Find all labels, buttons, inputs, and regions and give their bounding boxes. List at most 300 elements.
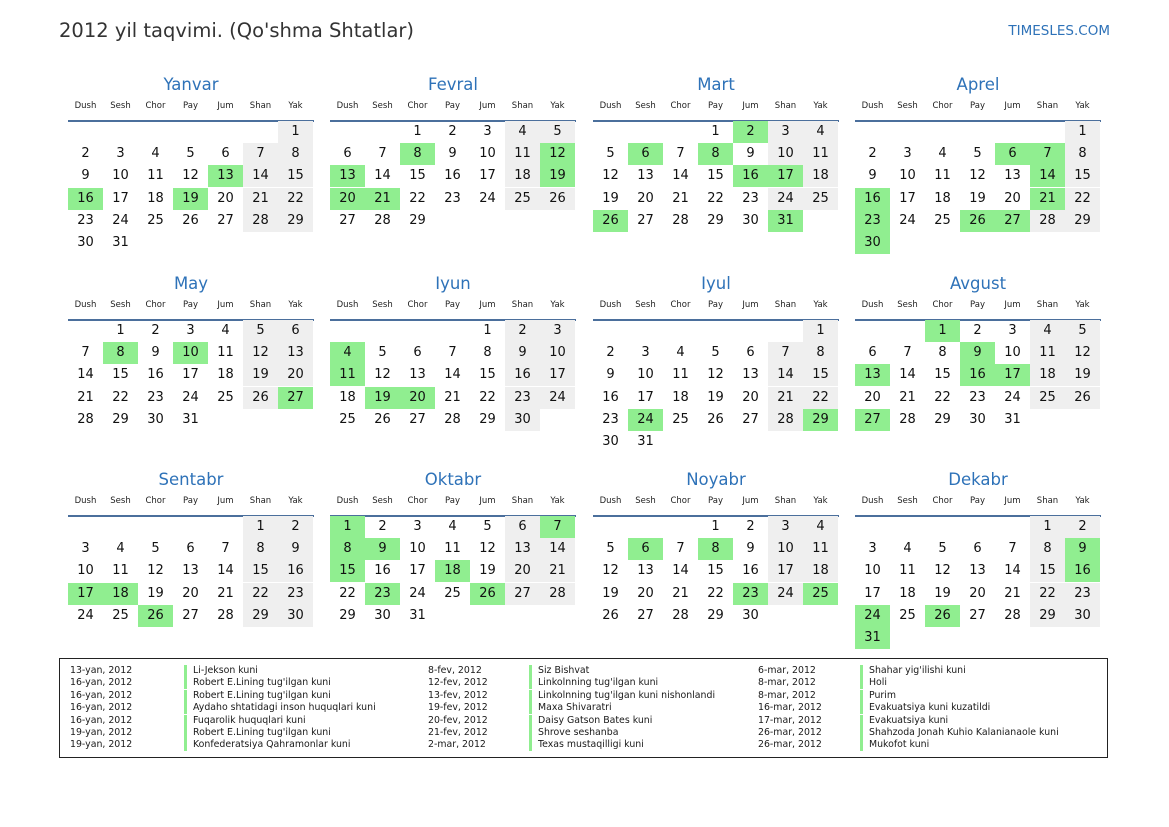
holiday-name: Maxa Shivaratri bbox=[538, 702, 612, 714]
calendar-day: 4 bbox=[151, 146, 160, 162]
calendar-day: 24 bbox=[409, 585, 426, 601]
calendar-day: 28 bbox=[672, 607, 689, 623]
holiday-day: 10 bbox=[173, 342, 208, 364]
calendar-day: 29 bbox=[934, 411, 951, 427]
calendar-day: 26 bbox=[602, 607, 619, 623]
holiday-marker bbox=[184, 715, 187, 727]
calendar-day: 20 bbox=[742, 389, 759, 405]
holiday-day: 17 bbox=[995, 364, 1030, 386]
calendar-day: 11 bbox=[934, 168, 951, 184]
calendar-day: 8 bbox=[1065, 143, 1100, 165]
calendar-day: 29 bbox=[707, 607, 724, 623]
calendar-day: 4 bbox=[676, 345, 685, 361]
calendar-day: 21 bbox=[768, 387, 803, 409]
calendar-day: 15 bbox=[278, 165, 313, 187]
weekday-label: Shan bbox=[1036, 496, 1059, 506]
calendar-day: 11 bbox=[147, 168, 164, 184]
holiday-day: 17 bbox=[768, 165, 803, 187]
holiday-date: 2-mar, 2012 bbox=[428, 739, 486, 751]
weekday-label: Chor bbox=[670, 496, 691, 506]
holiday-marker bbox=[184, 665, 187, 677]
calendar-day: 18 bbox=[899, 585, 916, 601]
month-name: Dekabr bbox=[948, 470, 1008, 489]
calendar-day: 29 bbox=[1030, 605, 1065, 627]
calendar-day: 26 bbox=[374, 411, 391, 427]
calendar-day: 14 bbox=[899, 367, 916, 383]
calendar-day: 17 bbox=[112, 190, 129, 206]
calendar-day: 1 bbox=[711, 519, 720, 534]
calendar-day: 10 bbox=[112, 168, 129, 184]
calendar-day: 9 bbox=[606, 367, 615, 383]
calendar-day: 11 bbox=[217, 345, 234, 361]
calendar-day: 28 bbox=[1004, 607, 1021, 623]
holiday-day: 19 bbox=[540, 165, 575, 187]
weekday-label: Jum bbox=[217, 101, 234, 111]
calendar-day: 22 bbox=[707, 190, 724, 206]
calendar-day: 8 bbox=[278, 143, 313, 165]
holiday-day: 19 bbox=[173, 188, 208, 210]
calendar-day: 24 bbox=[768, 188, 803, 210]
calendar-day: 16 bbox=[505, 364, 540, 386]
holiday-day: 16 bbox=[855, 188, 890, 210]
holiday-date: 12-fev, 2012 bbox=[428, 677, 488, 689]
calendar-day: 11 bbox=[444, 541, 461, 557]
holiday-day: 4 bbox=[330, 342, 365, 364]
calendar-day: 23 bbox=[602, 411, 619, 427]
calendar-day: 31 bbox=[637, 434, 654, 449]
calendar-day: 22 bbox=[1065, 188, 1100, 210]
holiday-marker bbox=[860, 677, 863, 689]
calendar-day: 23 bbox=[77, 212, 94, 228]
calendar-day: 7 bbox=[81, 345, 90, 361]
calendar-day: 10 bbox=[637, 367, 654, 383]
calendar-day: 18 bbox=[803, 560, 838, 582]
holiday-day: 7 bbox=[1030, 143, 1065, 165]
calendar-day: 22 bbox=[707, 585, 724, 601]
calendar-day: 24 bbox=[768, 583, 803, 605]
holiday-date: 19-yan, 2012 bbox=[70, 739, 133, 751]
month-name: Oktabr bbox=[424, 470, 482, 489]
holiday-name: Siz Bishvat bbox=[538, 665, 590, 676]
calendar-day: 11 bbox=[899, 563, 916, 579]
calendar-day: 5 bbox=[243, 320, 278, 342]
calendar-day: 24 bbox=[112, 212, 129, 228]
holiday-day: 16 bbox=[68, 188, 103, 210]
holiday-day: 21 bbox=[365, 188, 400, 210]
calendar-day: 14 bbox=[540, 538, 575, 560]
holiday-day: 27 bbox=[995, 210, 1030, 232]
calendar-day: 22 bbox=[479, 389, 496, 405]
calendar-day: 29 bbox=[339, 607, 356, 623]
calendar-day: 7 bbox=[448, 345, 457, 361]
calendar-day: 10 bbox=[768, 538, 803, 560]
holiday-day: 26 bbox=[593, 210, 628, 232]
calendar-day: 15 bbox=[1030, 560, 1065, 582]
holiday-marker bbox=[184, 702, 187, 714]
calendar-day: 20 bbox=[969, 585, 986, 601]
weekday-label: Yak bbox=[813, 300, 828, 310]
calendar-day: 30 bbox=[1065, 605, 1100, 627]
weekday-label: Chor bbox=[407, 101, 428, 111]
calendar-day: 12 bbox=[374, 367, 391, 383]
calendar-day: 28 bbox=[217, 607, 234, 623]
holiday-day: 17 bbox=[68, 583, 103, 605]
holiday-name: Aydaho shtatidagi inson huquqlari kuni bbox=[193, 702, 376, 714]
calendar-day: 25 bbox=[672, 411, 689, 427]
weekday-label: Yak bbox=[550, 300, 565, 310]
holiday-day: 8 bbox=[698, 143, 733, 165]
calendar-day: 14 bbox=[1004, 563, 1021, 579]
calendar-day: 20 bbox=[505, 560, 540, 582]
weekday-label: Chor bbox=[145, 496, 166, 506]
holiday-date: 17-mar, 2012 bbox=[758, 714, 822, 726]
calendar-day: 10 bbox=[540, 342, 575, 364]
holiday-day: 8 bbox=[103, 342, 138, 364]
calendar-day: 10 bbox=[768, 143, 803, 165]
calendar-day: 2 bbox=[606, 345, 615, 361]
calendar-day: 28 bbox=[540, 583, 575, 605]
calendar-day: 17 bbox=[864, 585, 881, 601]
calendar-day: 22 bbox=[803, 387, 838, 409]
weekday-label: Pay bbox=[445, 496, 460, 506]
weekday-label: Dush bbox=[861, 496, 884, 506]
calendar-day: 27 bbox=[409, 411, 426, 427]
calendar-day: 18 bbox=[1030, 364, 1065, 386]
holiday-day: 6 bbox=[628, 538, 663, 560]
weekday-label: Chor bbox=[407, 300, 428, 310]
holiday-marker bbox=[860, 715, 863, 727]
calendar-day: 29 bbox=[479, 411, 496, 427]
calendar-day: 28 bbox=[672, 212, 689, 228]
weekday-label: Dush bbox=[599, 496, 622, 506]
weekday-label: Yak bbox=[813, 496, 828, 506]
calendar-day: 2 bbox=[1065, 516, 1100, 538]
weekday-label: Sesh bbox=[897, 101, 918, 111]
calendar-day: 12 bbox=[182, 168, 199, 184]
holiday-day: 13 bbox=[855, 364, 890, 386]
calendar-day: 8 bbox=[483, 345, 492, 361]
holiday-marker bbox=[529, 690, 532, 702]
holiday-day: 26 bbox=[138, 605, 173, 627]
calendar-day: 7 bbox=[243, 143, 278, 165]
calendar-day: 6 bbox=[221, 146, 230, 162]
calendar-day: 20 bbox=[182, 585, 199, 601]
calendar-day: 11 bbox=[672, 367, 689, 383]
calendar-day: 10 bbox=[409, 541, 426, 557]
calendar-day: 5 bbox=[483, 519, 492, 534]
calendar-day: 30 bbox=[742, 607, 759, 623]
calendar-day: 17 bbox=[182, 367, 199, 383]
calendar-day: 25 bbox=[112, 607, 129, 623]
calendar-day: 20 bbox=[864, 389, 881, 405]
calendar-day: 25 bbox=[505, 188, 540, 210]
calendar-day: 11 bbox=[803, 143, 838, 165]
weekday-label: Shan bbox=[1036, 300, 1059, 310]
calendar-day: 11 bbox=[112, 563, 129, 579]
calendar-day: 5 bbox=[378, 345, 387, 361]
weekday-label: Chor bbox=[670, 300, 691, 310]
calendar-day: 23 bbox=[742, 190, 759, 206]
weekday-label: Yak bbox=[813, 101, 828, 111]
weekday-label: Pay bbox=[445, 300, 460, 310]
calendar-day: 2 bbox=[746, 519, 755, 534]
calendar-day: 3 bbox=[483, 124, 492, 139]
weekday-label: Sesh bbox=[635, 300, 656, 310]
weekday-label: Chor bbox=[407, 496, 428, 506]
weekday-label: Shan bbox=[249, 496, 272, 506]
weekday-label: Jum bbox=[742, 300, 759, 310]
holiday-day: 18 bbox=[435, 560, 470, 582]
calendar-day: 3 bbox=[81, 541, 90, 557]
calendar-day: 22 bbox=[112, 389, 129, 405]
holiday-day: 13 bbox=[330, 165, 365, 187]
calendar-day: 21 bbox=[444, 389, 461, 405]
calendar-day: 19 bbox=[602, 190, 619, 206]
calendar-day: 18 bbox=[339, 389, 356, 405]
holiday-day: 6 bbox=[628, 143, 663, 165]
weekday-label: Chor bbox=[670, 101, 691, 111]
calendar-day: 15 bbox=[707, 563, 724, 579]
calendar-day: 13 bbox=[409, 367, 426, 383]
weekday-label: Sesh bbox=[372, 300, 393, 310]
calendar-day: 23 bbox=[969, 389, 986, 405]
weekday-label: Shan bbox=[774, 300, 797, 310]
calendar-day: 4 bbox=[448, 519, 457, 534]
holiday-name: Daisy Gatson Bates kuni bbox=[538, 714, 653, 726]
calendar-day: 12 bbox=[707, 367, 724, 383]
calendar-day: 2 bbox=[448, 124, 457, 139]
calendar-day: 5 bbox=[938, 541, 947, 557]
calendar-day: 7 bbox=[221, 541, 230, 557]
calendar-day: 14 bbox=[768, 364, 803, 386]
weekday-label: Dush bbox=[861, 101, 884, 111]
holiday-day: 27 bbox=[278, 387, 313, 409]
calendar-day: 2 bbox=[81, 146, 90, 162]
calendar-day: 2 bbox=[151, 323, 160, 338]
weekday-label: Chor bbox=[932, 101, 953, 111]
weekday-label: Pay bbox=[183, 101, 198, 111]
holiday-day: 9 bbox=[960, 342, 995, 364]
holiday-day: 19 bbox=[365, 387, 400, 409]
weekday-label: Pay bbox=[183, 496, 198, 506]
holiday-name: Linkolnning tug'ilgan kuni bbox=[538, 677, 659, 689]
calendar-day: 13 bbox=[278, 342, 313, 364]
calendar-day: 21 bbox=[1004, 585, 1021, 601]
holiday-marker bbox=[184, 677, 187, 689]
calendar-day: 15 bbox=[803, 364, 838, 386]
holiday-date: 21-fev, 2012 bbox=[428, 726, 488, 738]
calendar-day: 25 bbox=[934, 212, 951, 228]
calendar-day: 28 bbox=[77, 411, 94, 427]
calendar-day: 27 bbox=[217, 212, 234, 228]
calendar-day: 29 bbox=[409, 212, 426, 228]
calendar-day: 3 bbox=[540, 320, 575, 342]
calendar-day: 4 bbox=[938, 146, 947, 162]
calendar-day: 4 bbox=[116, 541, 125, 557]
calendar-day: 1 bbox=[1030, 516, 1065, 538]
calendar-day: 6 bbox=[343, 146, 352, 162]
calendar-day: 3 bbox=[1008, 323, 1017, 338]
calendar-day: 1 bbox=[803, 320, 838, 342]
calendar-day: 22 bbox=[278, 188, 313, 210]
calendar-day: 13 bbox=[969, 563, 986, 579]
holiday-name: Li-Jekson kuni bbox=[193, 665, 258, 676]
calendar-day: 20 bbox=[637, 190, 654, 206]
calendar-day: 9 bbox=[81, 168, 90, 184]
calendar-day: 22 bbox=[1030, 583, 1065, 605]
calendar-day: 6 bbox=[868, 345, 877, 361]
holiday-date: 13-yan, 2012 bbox=[70, 665, 133, 676]
calendar-day: 25 bbox=[1030, 387, 1065, 409]
calendar-day: 6 bbox=[278, 320, 313, 342]
calendar-day: 20 bbox=[637, 585, 654, 601]
calendar-day: 18 bbox=[217, 367, 234, 383]
calendar-day: 14 bbox=[444, 367, 461, 383]
holiday-day: 11 bbox=[330, 364, 365, 386]
holiday-day: 31 bbox=[768, 210, 803, 232]
holiday-day: 26 bbox=[470, 583, 505, 605]
calendar-day: 2 bbox=[868, 146, 877, 162]
calendar-day: 3 bbox=[868, 541, 877, 557]
holiday-day: 24 bbox=[628, 409, 663, 431]
calendar-day: 13 bbox=[1004, 168, 1021, 184]
calendar-day: 25 bbox=[339, 411, 356, 427]
calendar-day: 15 bbox=[479, 367, 496, 383]
calendar-day: 13 bbox=[742, 367, 759, 383]
calendar-day: 21 bbox=[217, 585, 234, 601]
holiday-day: 12 bbox=[540, 143, 575, 165]
weekday-label: Yak bbox=[288, 101, 303, 111]
weekday-label: Shan bbox=[249, 101, 272, 111]
holiday-marker bbox=[184, 727, 187, 739]
calendar-day: 23 bbox=[444, 190, 461, 206]
weekday-label: Chor bbox=[145, 300, 166, 310]
weekday-label: Shan bbox=[774, 101, 797, 111]
calendar-day: 21 bbox=[540, 560, 575, 582]
holiday-date: 16-yan, 2012 bbox=[70, 714, 133, 726]
weekday-label: Shan bbox=[511, 300, 534, 310]
weekday-label: Dush bbox=[599, 101, 622, 111]
calendar-day: 18 bbox=[934, 190, 951, 206]
holiday-day: 16 bbox=[1065, 560, 1100, 582]
weekday-label: Pay bbox=[445, 101, 460, 111]
calendar-day: 31 bbox=[1004, 411, 1021, 427]
calendar-day: 30 bbox=[374, 607, 391, 623]
holiday-name: Shahzoda Jonah Kuhio Kalanianaole kuni bbox=[869, 726, 1059, 738]
calendar-day: 5 bbox=[151, 541, 160, 557]
calendar-day: 22 bbox=[934, 389, 951, 405]
weekday-label: Yak bbox=[550, 496, 565, 506]
calendar-day: 8 bbox=[938, 345, 947, 361]
calendar-day: 13 bbox=[505, 538, 540, 560]
calendar-day: 17 bbox=[409, 563, 426, 579]
calendar-day: 11 bbox=[505, 143, 540, 165]
calendar-day: 3 bbox=[413, 519, 422, 534]
calendar-day: 15 bbox=[243, 560, 278, 582]
calendar-day: 23 bbox=[505, 387, 540, 409]
calendar-day: 15 bbox=[112, 367, 129, 383]
calendar-day: 3 bbox=[186, 323, 195, 338]
holiday-name: Purim bbox=[869, 689, 897, 701]
holiday-day: 20 bbox=[400, 387, 435, 409]
calendar-day: 10 bbox=[77, 563, 94, 579]
calendar-day: 13 bbox=[182, 563, 199, 579]
weekday-label: Pay bbox=[183, 300, 198, 310]
holiday-marker bbox=[529, 702, 532, 714]
calendar-day: 18 bbox=[147, 190, 164, 206]
calendar-day: 8 bbox=[1030, 538, 1065, 560]
holiday-day: 18 bbox=[103, 583, 138, 605]
weekday-label: Shan bbox=[249, 300, 272, 310]
weekday-label: Chor bbox=[932, 300, 953, 310]
weekday-label: Sesh bbox=[372, 496, 393, 506]
weekday-label: Yak bbox=[1075, 496, 1090, 506]
calendar-day: 2 bbox=[505, 320, 540, 342]
calendar-day: 14 bbox=[77, 367, 94, 383]
calendar-day: 19 bbox=[243, 364, 278, 386]
calendar-day: 17 bbox=[768, 560, 803, 582]
weekday-label: Jum bbox=[1004, 300, 1021, 310]
weekday-label: Dush bbox=[336, 496, 359, 506]
weekday-label: Yak bbox=[288, 300, 303, 310]
calendar-day: 24 bbox=[899, 212, 916, 228]
calendar-day: 9 bbox=[746, 146, 755, 162]
calendar-day: 25 bbox=[444, 585, 461, 601]
calendar-day: 10 bbox=[479, 146, 496, 162]
calendar-day: 6 bbox=[186, 541, 195, 557]
calendar-day: 28 bbox=[1030, 210, 1065, 232]
holiday-date: 19-fev, 2012 bbox=[428, 702, 488, 714]
calendar-day: 9 bbox=[868, 168, 877, 184]
calendar-day: 12 bbox=[934, 563, 951, 579]
calendar-day: 22 bbox=[339, 585, 356, 601]
weekday-label: Jum bbox=[479, 496, 496, 506]
calendar-day: 5 bbox=[973, 146, 982, 162]
holiday-date: 16-yan, 2012 bbox=[70, 677, 133, 689]
calendar-day: 15 bbox=[1065, 165, 1100, 187]
calendar-day: 21 bbox=[672, 190, 689, 206]
weekday-label: Jum bbox=[742, 101, 759, 111]
calendar-day: 16 bbox=[444, 168, 461, 184]
holiday-day: 9 bbox=[365, 538, 400, 560]
weekday-label: Pay bbox=[970, 101, 985, 111]
calendar-day: 7 bbox=[903, 345, 912, 361]
calendar-day: 2 bbox=[378, 519, 387, 534]
weekday-label: Jum bbox=[479, 300, 496, 310]
calendar-day: 20 bbox=[1004, 190, 1021, 206]
weekday-label: Sesh bbox=[110, 101, 131, 111]
calendar-day: 28 bbox=[243, 210, 278, 232]
calendar-day: 24 bbox=[77, 607, 94, 623]
weekday-label: Dush bbox=[861, 300, 884, 310]
calendar-day: 17 bbox=[479, 168, 496, 184]
weekday-label: Shan bbox=[511, 101, 534, 111]
calendar-day: 9 bbox=[151, 345, 160, 361]
calendar-day: 28 bbox=[444, 411, 461, 427]
calendar-day: 1 bbox=[413, 124, 422, 139]
calendar-day: 17 bbox=[899, 190, 916, 206]
holiday-name: Holi bbox=[869, 677, 887, 689]
site-link[interactable]: TIMESLES.COM bbox=[1008, 23, 1110, 39]
weekday-label: Pay bbox=[708, 496, 723, 506]
holiday-name: Robert E.Lining tug'ilgan kuni bbox=[193, 677, 331, 689]
holiday-date: 20-fev, 2012 bbox=[428, 714, 488, 726]
calendar-day: 5 bbox=[540, 121, 575, 143]
calendar-day: 15 bbox=[707, 168, 724, 184]
holiday-name: Robert E.Lining tug'ilgan kuni bbox=[193, 726, 331, 738]
calendar-day: 1 bbox=[711, 124, 720, 139]
calendar-day: 19 bbox=[934, 585, 951, 601]
